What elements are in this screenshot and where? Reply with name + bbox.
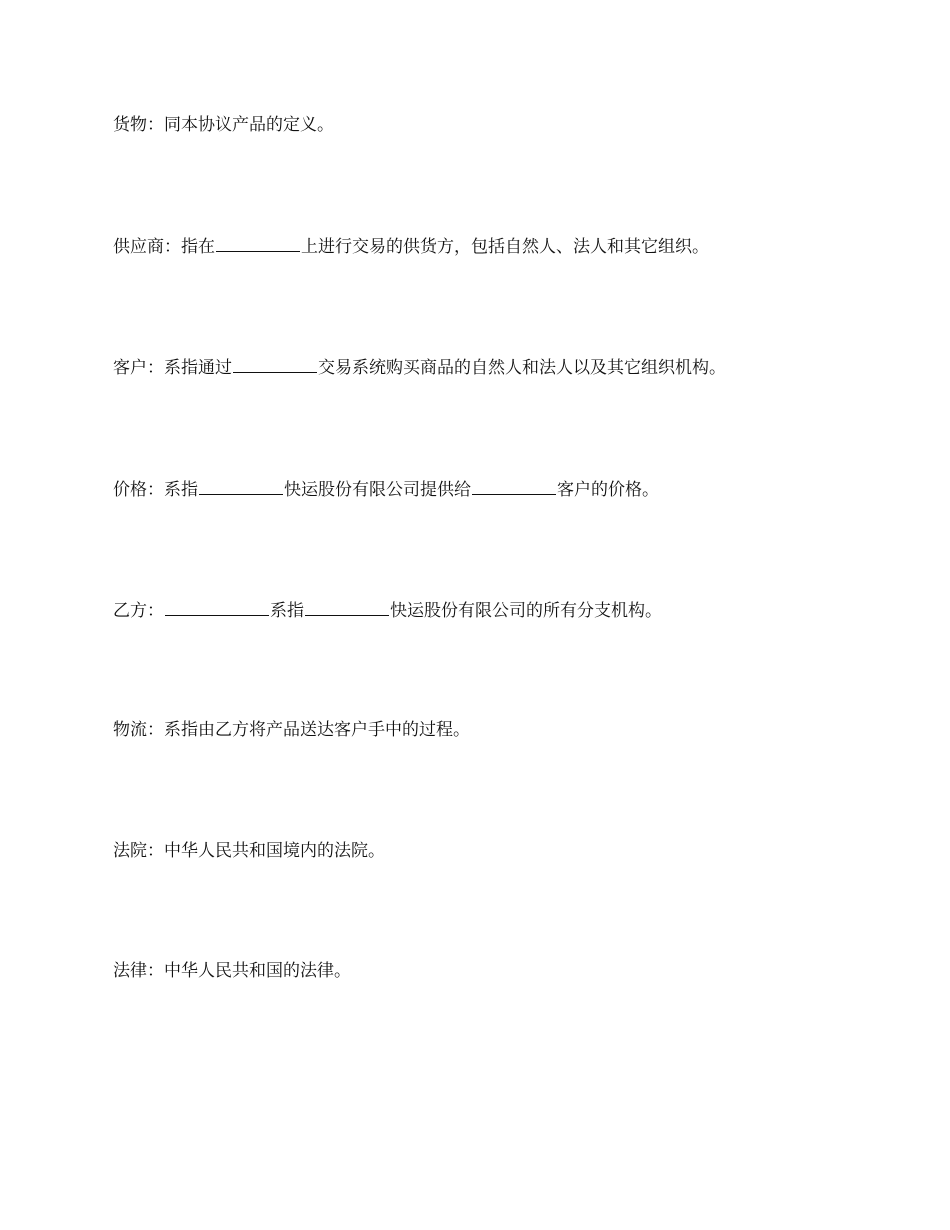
definition-price [113,477,659,501]
definition-text: 同本协议产品的定义。 [164,115,334,135]
definition-court [113,840,385,862]
definition-text: 中华人民共和国的法律。 [164,961,351,981]
definition-customer [113,355,726,379]
definition-supplier [113,234,709,258]
definition-law [113,960,351,982]
definition-term: 价格： [113,480,164,500]
definition-party-b [113,598,662,622]
definition-text: 系指 [164,480,198,500]
definition-term: 供应商： [113,237,181,257]
definition-text: 客户的价格。 [557,480,659,500]
blank-underline [216,234,300,252]
definition-term: 客户： [113,358,164,378]
definition-goods [113,114,334,136]
blank-underline [472,477,556,495]
definition-text: 系指 [270,601,304,621]
definition-term: 货物： [113,115,164,135]
blank-underline [233,355,317,373]
definition-text: 交易系统购买商品的自然人和法人以及其它组织机构。 [318,358,726,378]
definition-text: 系指由乙方将产品送达客户手中的过程。 [164,720,470,740]
definition-term: 乙方： [113,601,164,621]
blank-underline [199,477,283,495]
definition-text: 上进行交易的供货方，包括自然人、法人和其它组织。 [301,237,709,257]
definition-term: 法院： [113,841,164,861]
definition-term: 法律： [113,961,164,981]
definition-text: 快运股份有限公司提供给 [284,480,471,500]
definition-text: 指在 [181,237,215,257]
blank-underline [165,598,269,616]
definition-text: 系指通过 [164,358,232,378]
blank-underline [305,598,389,616]
definition-text: 快运股份有限公司的所有分支机构。 [390,601,662,621]
definition-text: 中华人民共和国境内的法院。 [164,841,385,861]
definition-logistics [113,719,470,741]
definition-term: 物流： [113,720,164,740]
